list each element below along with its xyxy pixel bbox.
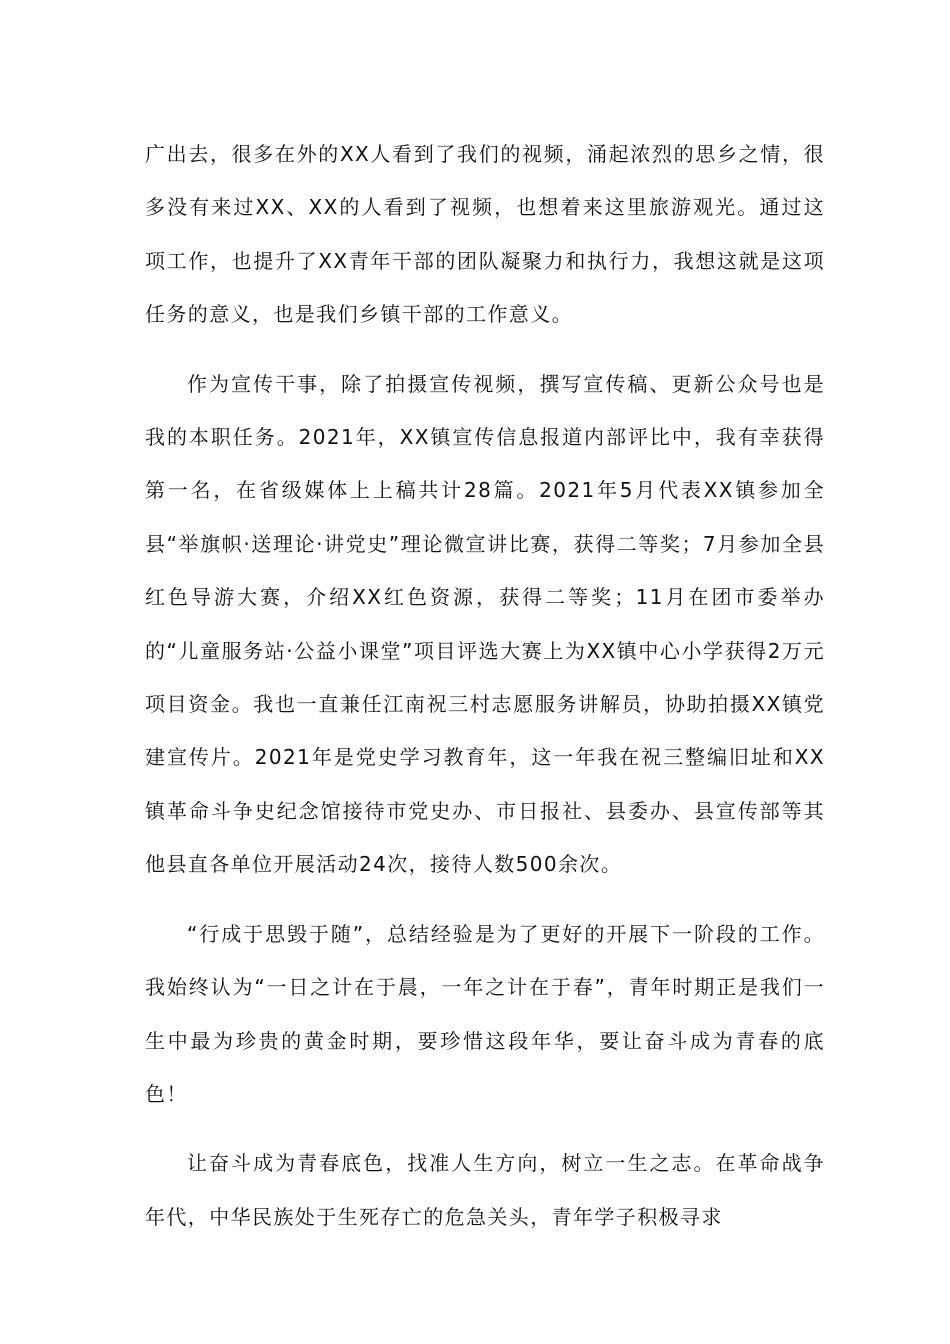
paragraph-4: 让奋斗成为青春底色，找准人生方向，树立一生之志。在革命战争年代，中华民族处于生死存亡的危急关头，青年学子积极寻求 <box>145 1151 825 1229</box>
paragraph-2: 作为宣传干事，除了拍摄宣传视频，撰写宣传稿、更新公众号也是我的本职任务。2021年，XX镇宣传信息报道内部评比中，我有幸获得第一名，在省级媒体上上稿共计28篇。2021年5月代表XX镇参加全县“举旗帜·送理论·讲党史”理论微宣讲比赛，获得二等奖；7月参加全县红色导游大赛，介绍XX红色资源，获得二等奖；11月在团市委举办的“儿童服务站·公益小课堂”项目评选大赛上为XX镇中心小学获得2万元项目资金。我也一直兼任江南祝三村志愿服务讲解员，协助拍摄XX镇党建宣传片。2021年是党史学习教育年，这一年我在祝三整编旧址和XX镇革命斗争史纪念馆接待市党史办、市日报社、县委办、县宣传部等其他县直各单位开展活动24次，接待人数500余次。 <box>145 371 825 877</box>
paragraph-3: “行成于思毁于随”，总结经验是为了更好的开展下一阶段的工作。我始终认为“一日之计在于晨，一年之计在于春”，青年时期正是我们一生中最为珍贵的黄金时期，要珍惜这段年华，要让奋斗成为青春的底色！ <box>145 921 825 1106</box>
document-body <box>145 128 825 1244</box>
paragraph-1: 广出去，很多在外的XX人看到了我们的视频，涌起浓烈的思乡之情，很多没有来过XX、XX的人看到了视频，也想着来这里旅游观光。通过这项工作，也提升了XX青年干部的团队凝聚力和执行力，我想这就是这项任务的意义，也是我们乡镇干部的工作意义。 <box>145 142 825 327</box>
